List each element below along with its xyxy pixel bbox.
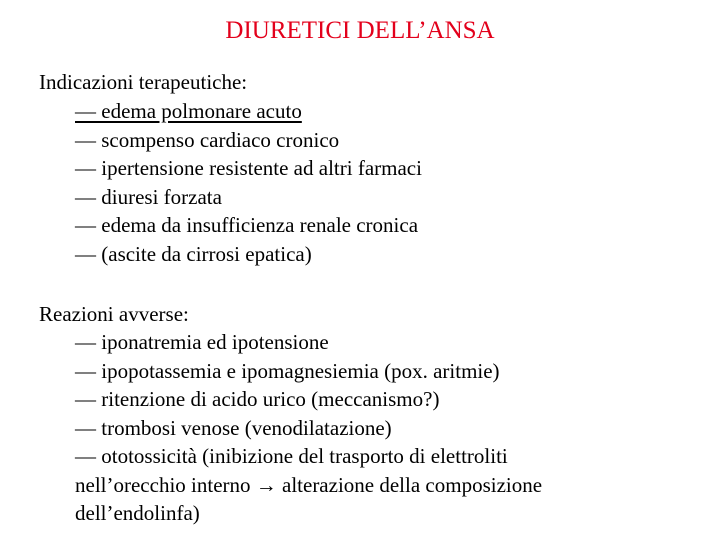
indication-item: — ipertensione resistente ad altri farmaci — [75, 156, 422, 180]
adverse-item: — ipopotassemia e ipomagnesiemia (pox. aritmie) — [75, 358, 500, 383]
indication-item: — diuresi forzata — [75, 184, 222, 209]
indication-item: — edema da insufficienza renale cronica — [75, 213, 419, 237]
slide-title: DIURETICI DELL’ANSA — [225, 17, 495, 44]
indications-heading: Indicazioni terapeutiche: — [39, 70, 248, 94]
adverse-item — [75, 442, 542, 528]
indications-list — [75, 97, 422, 268]
indication-item: — scompenso cardiaco cronico — [75, 127, 340, 152]
adverse-heading: Reazioni avverse: — [39, 302, 189, 326]
adverse-item: — trombosi venose (venodilatazione) — [75, 415, 392, 440]
adverse-list — [75, 328, 542, 528]
adverse-item-continuation: dell’endolinfa) — [75, 501, 200, 525]
adverse-item: — iponatremia ed ipotensione — [75, 330, 329, 354]
indication-item: — (ascite da cirrosi epatica) — [75, 241, 312, 266]
indication-item: — edema polmonare acuto — [75, 99, 302, 123]
adverse-item: — ritenzione di acido urico (meccanismo?) — [75, 387, 440, 411]
adverse-item-line: — ototossicità (inibizione del trasporto di elettroliti — [75, 444, 508, 468]
adverse-item-continuation: nell’orecchio interno → alterazione della composizione — [75, 472, 543, 497]
